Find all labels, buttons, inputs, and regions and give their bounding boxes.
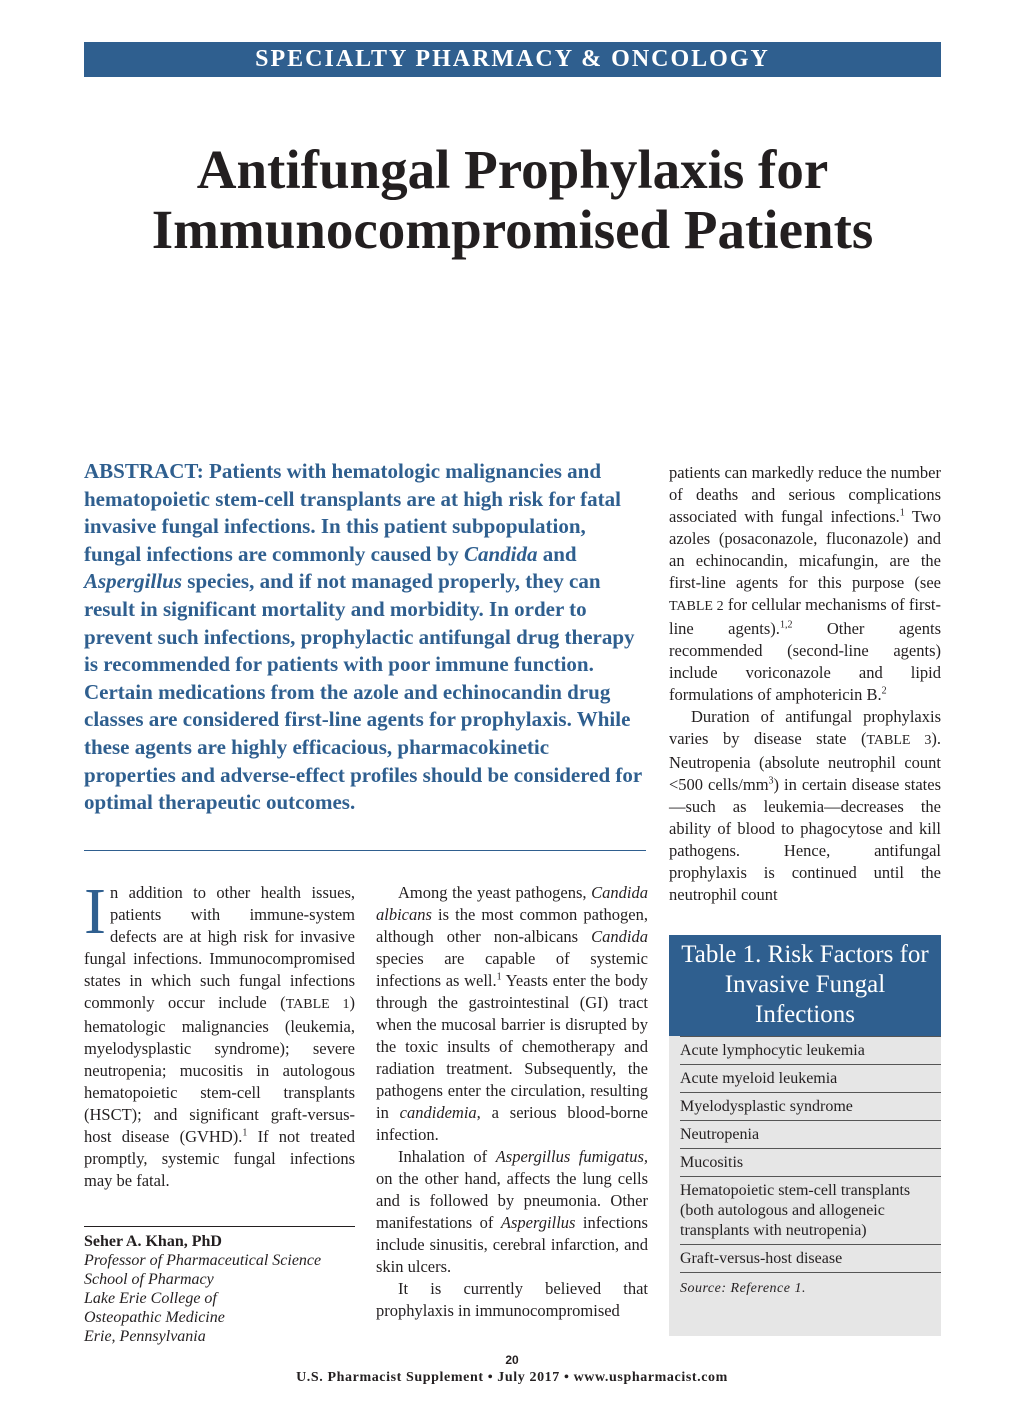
citation: 1 [496, 971, 502, 983]
body-italic: Candida albicans [376, 883, 648, 924]
section-banner: SPECIALTY PHARMACY & ONCOLOGY [84, 42, 941, 77]
author-divider [84, 1226, 355, 1227]
body-text: Yeasts enter the body through the gastrointestinal (GI) tract when the mucosal barrier is disrupted by the toxic insults of chemotherapy and radiation treatment. Subsequently, the pathogens enter the circulation, resulting in [376, 971, 648, 1122]
body-text: n addition to other health issues, patients with immune-system defects are at high risk for invasive fungal infections. Immunocompromised states in which such fungal infections commonly occur include ( [84, 883, 355, 1012]
page-number: 20 [505, 1353, 519, 1367]
abstract [84, 458, 646, 817]
title-line-2: Immunocompromised Patients [151, 199, 874, 260]
body-column-3 [669, 462, 941, 906]
citation: 1 [242, 1127, 248, 1139]
title-line-1: Antifungal Prophylaxis for [196, 139, 829, 200]
body-text: ) hematologic malignancies (leukemia, myelodysplastic syndrome); severe neutropenia; mucositis in autologous hematopoietic stem-cell transplants (HSCT); and significant graft-versus-host disease (GVHD). [84, 993, 356, 1146]
abstract-text: and [537, 541, 577, 566]
body-text: Other agents recommended (second-line agents) include voriconazole and lipid formulations of amphotericin B. [669, 619, 941, 704]
table-reference: TABLE 1 [285, 997, 350, 1012]
paragraph-aspergillus [376, 1146, 648, 1278]
table-row: Mucositis [680, 1149, 941, 1177]
author-affiliation: Professor of Pharmaceutical Science [84, 1252, 322, 1269]
author-affiliation: Lake Erie College of [84, 1290, 217, 1307]
body-italic: Candida [591, 927, 648, 946]
body-text: , a serious blood-borne infection. [376, 1103, 648, 1144]
paragraph-yeast [376, 882, 648, 1146]
body-text: ) in certain disease states—such as leukemia—decreases the ability of blood to phagocytose and kill pathogens. Hence, antifungal prophylaxis is continued until the neutrophil count [669, 775, 941, 904]
author-block [84, 1232, 359, 1346]
table-row: Myelodysplastic syndrome [680, 1093, 941, 1121]
table-rows [669, 1036, 941, 1273]
body-text: Inhalation of [398, 1147, 496, 1166]
table-row: Acute myeloid leukemia [680, 1065, 941, 1093]
table-row: Hematopoietic stem-cell transplants (both autologous and allogeneic transplants with neutropenia) [680, 1177, 941, 1245]
body-text: Among the yeast pathogens, [398, 883, 592, 902]
citation: 1 [899, 507, 905, 519]
body-text: species are capable of systemic infections as well. [376, 949, 648, 990]
abstract-label: ABSTRACT: [84, 459, 204, 483]
abstract-text: species, and if not managed properly, they can result in significant mortality and morbidity. In order to prevent such infections, prophylactic antifungal drug therapy is recommended for patients with poor immune function. Certain medications from the azole and echinocandin drug classes are considered first-line agents for prophylaxis. While these agents are highly efficacious, pharmacokinetic properties and adverse-effect profiles should be considered for optimal therapeutic outcomes. [84, 569, 642, 815]
body-italic: candidemia [399, 1103, 477, 1122]
table-row: Neutropenia [680, 1121, 941, 1149]
risk-factors-table [669, 935, 941, 1336]
body-text: Two azoles (posaconazole, fluconazole) and an echinocandin, micafungin, are the first-line agents for this purpose (see [669, 507, 942, 592]
body-text: It is currently believed that prophylaxis in immunocompromised [376, 1279, 648, 1320]
article-title [84, 140, 941, 260]
abstract-italic: Aspergillus [84, 569, 183, 594]
superscript: 3 [768, 775, 774, 787]
citation: 2 [881, 685, 887, 697]
table-source: Source: Reference 1. [680, 1281, 806, 1296]
body-text: Duration of antifungal prophylaxis varies by disease state ( [669, 707, 941, 748]
abstract-italic: Candida [463, 541, 538, 566]
paragraph-agents [669, 462, 941, 706]
paragraph-duration [669, 706, 941, 906]
body-italic: Aspergillus [500, 1213, 576, 1232]
abstract-text: Patients with hematologic malignancies and hematopoietic stem-cell transplants are at high risk for fatal invasive fungal infections. In this patient subpopulation, fungal infections are commonly caused by [84, 459, 621, 566]
paragraph-prophylaxis [376, 1278, 648, 1322]
body-column-1 [84, 875, 356, 1192]
abstract-divider [84, 850, 646, 851]
body-text: is the most common pathogen, although other non-albicans [376, 905, 648, 946]
body-text: on the other hand, affects the lung cells and is followed by pneumonia. Other manifestations of [376, 1169, 648, 1232]
body-column-2 [376, 882, 648, 1322]
table-reference: TABLE 2 [669, 599, 724, 614]
body-text: ). Neutropenia (absolute neutrophil count <500 cells/mm [669, 729, 941, 794]
page-footer: U.S. Pharmacist Supplement • July 2017 • www.uspharmacist.com [296, 1370, 728, 1385]
body-text: for cellular mechanisms of first-line agents). [669, 595, 942, 638]
author-affiliation: Erie, Pennsylvania [84, 1328, 206, 1345]
author-name: Seher A. Khan, PhD [84, 1233, 222, 1250]
drop-cap: I [84, 875, 106, 948]
body-text: patients can markedly reduce the number of deaths and serious complications associated with fungal infections. [669, 463, 941, 526]
table-reference: TABLE 3 [866, 733, 932, 748]
body-text: If not treated promptly, systemic fungal infections may be fatal. [84, 1127, 355, 1190]
body-text: infections include sinusitis, cerebral infarction, and skin ulcers. [376, 1213, 648, 1276]
body-italic: Aspergillus fumigatus, [495, 1147, 648, 1166]
intro-paragraph [84, 875, 356, 1192]
author-affiliation: School of Pharmacy [84, 1271, 214, 1288]
citation: 1,2 [779, 619, 793, 631]
author-affiliation: Osteopathic Medicine [84, 1309, 225, 1326]
table-title: Table 1. Risk Factors for Invasive Fungal Infections [669, 935, 941, 1036]
table-row: Acute lymphocytic leukemia [680, 1036, 941, 1065]
table-row: Graft-versus-host disease [680, 1245, 941, 1273]
